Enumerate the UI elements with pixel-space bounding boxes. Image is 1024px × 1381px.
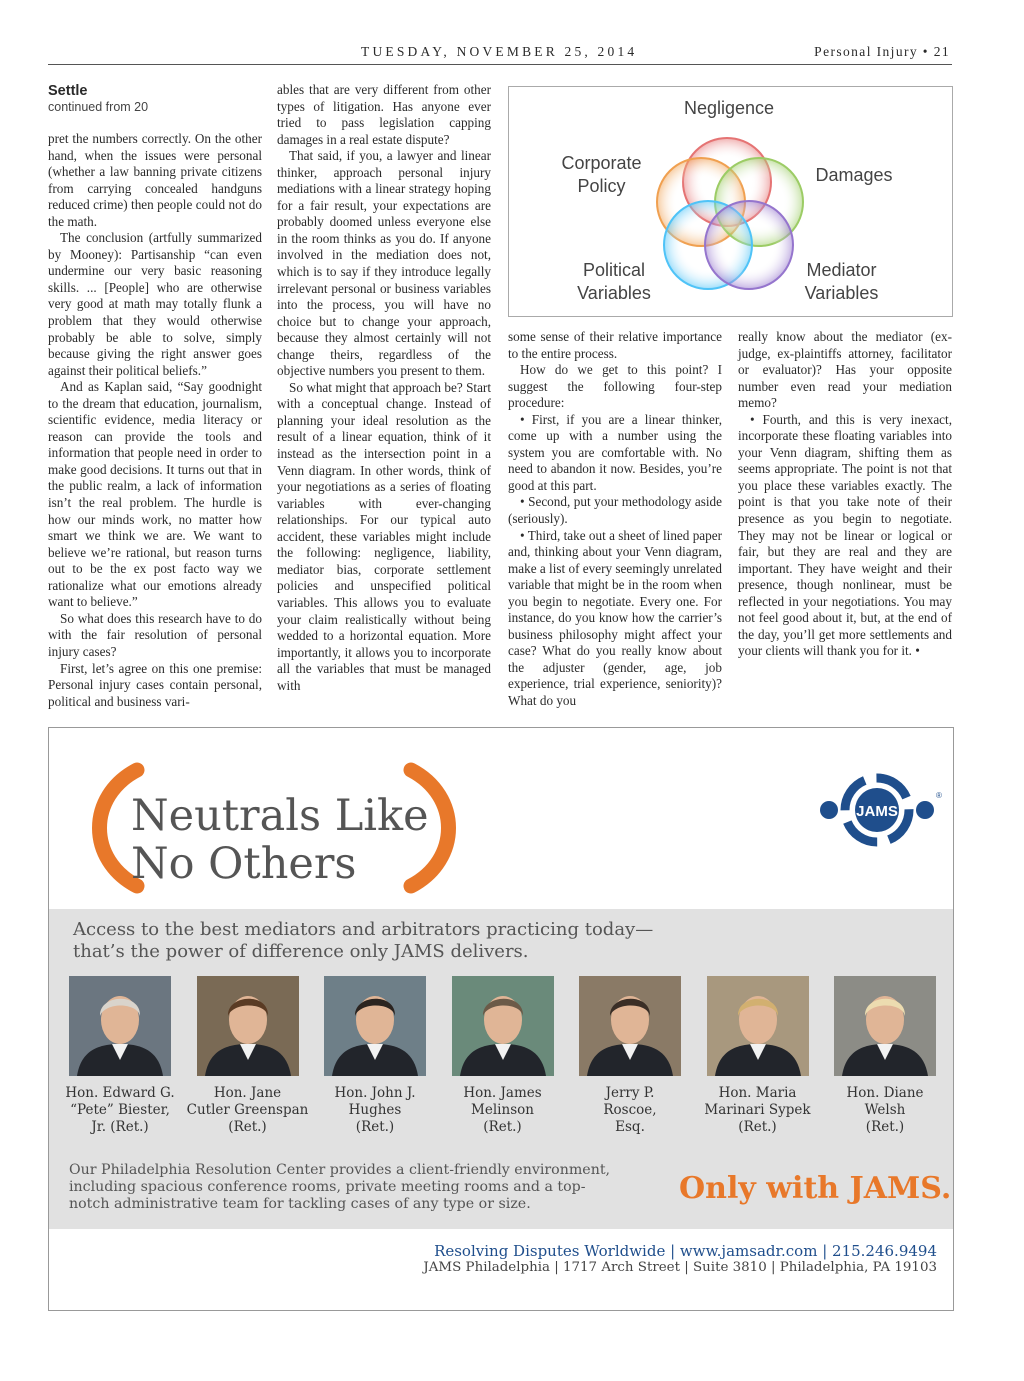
label-mediator-variables	[789, 259, 894, 305]
neutral-name	[55, 1085, 185, 1136]
jams-advertisement	[48, 727, 954, 1311]
svg-text:®: ®	[936, 791, 942, 800]
paragraph: So what might that approach be? Start with a conceptual change. Instead of planning your ideal resolution as the result of a linear equation, think of it instead as the intersection point in a Venn diagram. In other words, think of your negotiations as a series of floating variables with ever-changing relationships. For our typical auto accident, these variables might include the following: negligence, liability, mediator bias, corporate settlement policies and unspecified political variables. This allows you to evaluate your claim realistically without being wedded to a horizontal equation. More importantly, it allows you to incorporate all the variables that must be managed with	[277, 379, 491, 693]
neutral-photo	[579, 976, 681, 1076]
article-kicker: Settle	[48, 83, 88, 99]
neutral-name-line: Jerry P.	[605, 1085, 655, 1101]
resolution-center-text	[69, 1162, 610, 1213]
label-negligence: Negligence	[683, 98, 775, 118]
paragraph: • Second, put your methodology aside (seriously).	[508, 494, 722, 527]
neutral-name-line: Hon. Maria	[718, 1085, 797, 1101]
neutral-name-line: Hon. James	[463, 1085, 542, 1101]
paragraph: • Third, take out a sheet of lined paper and, thinking about your Venn diagram, make a list of every seemingly unrelated variable that might be in the room when you begin to negotiate. Every one. For instance, do you know how the carrier’s business philosophy might affect your case? What do you really know about the adjuster (gender, age, job experience, trial experience, seniority)? What do you	[508, 527, 722, 709]
neutral-name-line: (Ret.)	[228, 1119, 267, 1135]
paragraph: really know about the mediator (ex-judge, ex-plaintiffs attorney, facilitator or evaluator)? Has your opposite number even read your mediation memo?	[738, 329, 952, 411]
neutral-name-line: Esq.	[615, 1119, 645, 1135]
neutral-name-line: Hon. John J.	[334, 1085, 416, 1101]
neutral-name	[183, 1085, 313, 1136]
article-column-2	[277, 82, 491, 694]
paragraph: First, let’s agree on this one premise: Personal injury cases contain personal, political and business vari-	[48, 660, 262, 709]
label-damages: Damages	[815, 165, 893, 185]
label-line: Variables	[804, 283, 879, 303]
paragraph: • Fourth, and this is very inexact, incorporate these floating variables into your Venn diagram, shifting them as seems appropriate. The point is not that you place these variables exactly. The point is that you take note of their presence as you begin to negotiate. They may not be linear or logical or fair, but they are real and they are important. They have weight and their presence, though nonlinear, must be reflected in your negotiations. You may not feel good about it, but, at the end of the day, you’ll get more settlements and your clients will thank you for it. •	[738, 411, 952, 659]
neutral-name-line: Hon. Diane	[846, 1085, 924, 1101]
paragraph: How do we get to this point? I suggest the following four-step procedure:	[508, 362, 722, 411]
jams-logo-mark	[817, 770, 945, 850]
page-header	[48, 44, 952, 65]
subheadline-line: that’s the power of difference only JAMS delivers.	[73, 941, 529, 962]
label-political-variables	[564, 259, 664, 305]
neutral-name-line: (Ret.)	[355, 1119, 395, 1135]
neutral-name-line: Hon. Edward G.	[65, 1085, 175, 1101]
neutral-name-line: Marinari Sypek	[704, 1102, 811, 1118]
paragraph: And as Kaplan said, “Say goodnight to the dream that education, journalism, scientific evidence, media literacy or reason can provide the tools and information that people need in order to make good decisions. It turns out that in the public realm, a lack of information isn’t the real problem. The hurdle is how our minds work, no matter how smart we think we are. We want to believe we’re rational, but reason turns out to be the ex post facto way we rationalize what our emotions already want to believe.”	[48, 379, 262, 610]
article-column-3	[508, 329, 722, 710]
neutral-name	[693, 1085, 823, 1136]
neutral-name	[310, 1085, 440, 1136]
paragraph: • First, if you are a linear thinker, come up with a number using the system you are comfortable with. No need to abandon it now. Besides, you’re good at this part.	[508, 411, 722, 493]
label-corporate-policy	[549, 152, 654, 198]
neutral-name	[565, 1085, 695, 1136]
neutral-name-line: Hon. Jane	[213, 1085, 282, 1101]
paragraph: ables that are very different from other types of litigation. Has anyone ever tried to pass legislation capping damages in a real estate dispute?	[277, 82, 491, 147]
neutral-name-line: (Ret.)	[865, 1119, 905, 1135]
contact-website-phone[interactable]: Resolving Disputes Worldwide | www.jamsadr.com | 215.246.9494	[434, 1242, 937, 1260]
continued-from: continued from 20	[48, 100, 149, 114]
neutral-photo	[324, 976, 426, 1076]
neutral-photo	[452, 976, 554, 1076]
neutral-name-line: Jr. (Ret.)	[91, 1119, 149, 1135]
headline-line: Neutrals Like	[131, 791, 429, 841]
paragraph: pret the numbers correctly. On the other hand, when the issues were personal (whether a law banning private citizens from carrying concealed handguns reduced crime) then people could not do the math.	[48, 131, 262, 229]
neutral-name	[820, 1085, 950, 1136]
neutral-name	[438, 1085, 568, 1136]
paragraph: So what does this research have to do with the fair resolution of personal injury cases?	[48, 610, 262, 659]
ad-subheadline	[73, 919, 653, 963]
label-line: Policy	[577, 176, 626, 196]
paragraph: some sense of their relative importance to the entire process.	[508, 329, 722, 361]
label-line: Variables	[577, 283, 651, 303]
contact-address: JAMS Philadelphia | 1717 Arch Street | Suite 3810 | Philadelphia, PA 19103	[423, 1260, 937, 1275]
neutral-photo	[834, 976, 936, 1076]
subheadline-line: Access to the best mediators and arbitrators practicing today—	[73, 919, 654, 940]
section-page-number: Personal Injury • 21	[814, 44, 950, 59]
issue-date: TUESDAY, NOVEMBER 25, 2014	[361, 44, 638, 59]
mediator-variables-circle	[705, 201, 793, 289]
article-column-4	[738, 329, 952, 660]
headline-line: No Others	[131, 839, 357, 889]
article-column-1	[48, 82, 262, 710]
foot-line: Our Philadelphia Resolution Center provides a client-friendly environment,	[69, 1162, 611, 1178]
neutral-photo	[197, 976, 299, 1076]
neutral-name-line: (Ret.)	[483, 1119, 522, 1135]
foot-line: notch administrative team for tackling cases of any type or size.	[69, 1196, 531, 1212]
neutral-name-line: “Pete” Biester,	[70, 1102, 170, 1118]
paragraph: That said, if you, a lawyer and linear thinker, approach personal injury mediations with a linear strategy hoping for a fair result, your expectations are probably doomed unless everyone else in the room thinks as you do. If anyone involved in the mediation does not, which is to say if they introduce legally irrelevant personal or business variables into the process, you will have no choice but to change your approach, because they almost certainly will not change theirs, regardless of the objective numbers you present to them.	[277, 148, 491, 379]
neutral-photo	[707, 976, 809, 1076]
neutral-name-line: Welsh	[864, 1102, 906, 1118]
label-line: Corporate	[561, 153, 642, 173]
neutral-name-line: Roscoe,	[603, 1102, 657, 1118]
paragraph: The conclusion (artfully summarized by Mooney): Partisanship “can even undermine our very basic reasoning skills. ... [People] who are otherwise very good at math may totally flunk a problem that they would otherwise probably be able to solve, simply because giving the right answer goes against their political beliefs.”	[48, 230, 262, 378]
venn-diagram	[508, 86, 953, 317]
neutral-photo	[69, 976, 171, 1076]
ad-tagline: Only with JAMS.	[679, 1171, 952, 1206]
jams-logo	[817, 770, 945, 850]
label-line: Political	[582, 260, 646, 280]
label-line: Mediator	[806, 260, 877, 280]
foot-line: including spacious conference rooms, private meeting rooms and a top-	[69, 1179, 586, 1195]
ad-headline	[131, 792, 429, 888]
jams-logo-text: JAMS	[856, 803, 898, 820]
neutral-name-line: Cutler Greenspan	[186, 1102, 309, 1118]
neutral-name-line: Melinson	[471, 1102, 534, 1118]
neutral-name-line: Hughes	[348, 1102, 402, 1118]
neutral-name-line: (Ret.)	[738, 1119, 777, 1135]
